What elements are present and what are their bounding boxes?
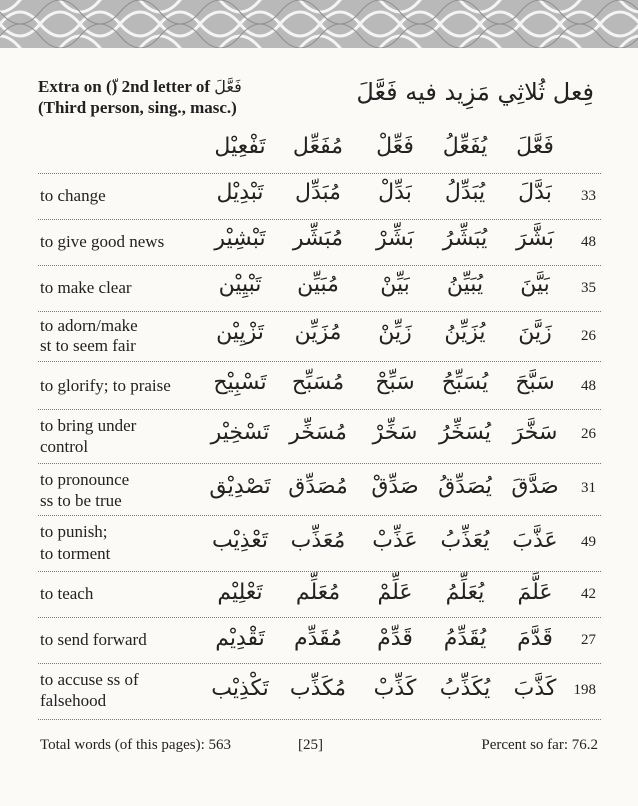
form-imperative: زَيِّنْ [378,320,412,345]
form-past: عَلَّمَ [517,580,553,605]
decorative-banner [0,0,638,48]
form-participle: مُسَخِّر [289,420,347,445]
form-verbal-noun: تَسْبِيْح [213,370,267,395]
meaning: to change [40,186,106,205]
form-verbal-noun: تَبْيِيْن [218,272,262,297]
form-present: يُكَذِّبُ [439,676,491,701]
form-participle: مُعَذِّب [290,528,346,553]
column-header-present: يُفَعِّلُ [442,134,488,159]
table-row [0,220,638,266]
form-participle: مُزَيِّن [294,320,342,345]
form-participle: مُبَشِّر [292,226,344,251]
percent-so-far: Percent so far: 76.2 [481,737,598,753]
form-verbal-noun: تَعْلِيْم [217,580,263,605]
form-past: قَدَّمَ [517,626,553,651]
form-present: يُعَذِّبُ [440,528,490,553]
total-words: Total words (of this pages): 563 [40,737,232,753]
form-past: سَبَّحَ [515,370,555,395]
header-arabic-title: فِعل ثُلاثِي مَزِيد فيه فَعَّلَ [356,78,594,106]
table-row [0,572,638,618]
form-past: زَيَّنَ [518,320,552,345]
arabesque-pattern-icon [0,0,638,48]
form-verbal-noun: تَبْدِيْل [216,180,264,205]
form-imperative: قَدِّمْ [377,626,413,651]
occurrence-count: 48 [581,378,596,394]
form-past: عَذَّبَ [512,528,558,553]
form-verbal-noun: تَقْدِيْم [215,626,265,651]
meaning-line2: falsehood [40,691,107,710]
form-present: يُسَبِّحُ [441,370,489,395]
form-present: يُزَيِّنُ [444,320,486,345]
meaning: to bring under [40,416,137,435]
form-present: يُبَيِّنُ [446,272,484,297]
form-imperative: سَبِّحْ [375,370,415,395]
page-number: [25] [298,737,323,753]
occurrence-count: 26 [581,426,596,442]
occurrence-count: 26 [581,328,596,344]
form-imperative: بَدِّلْ [378,180,412,205]
form-verbal-noun: تَعْذِيْب [211,528,268,553]
occurrence-count: 35 [581,280,596,296]
meaning: to adorn/make [40,316,138,335]
meaning: to pronounce [40,470,130,489]
form-participle: مُبَدِّل [295,180,341,205]
form-participle: مُقَدِّم [293,626,343,651]
page-header [38,76,598,122]
column-headers [0,128,638,172]
form-imperative: عَذِّبْ [372,528,418,553]
form-past: بَدَّلَ [518,180,552,205]
meaning-line2: control [40,437,89,456]
column-header-participle: مُفَعِّل [292,134,344,159]
occurrence-count: 48 [581,234,596,250]
meaning: to accuse ss of [40,670,139,689]
form-present: يُعَلِّمُ [445,580,485,605]
form-imperative: بَشِّرْ [376,226,414,251]
form-past: صَدَّقَ [511,474,559,499]
form-imperative: عَلِّمْ [377,580,413,605]
form-verbal-noun: تَكْذِيْب [211,676,269,701]
row-divider [38,719,601,720]
form-participle: مُسَبِّح [291,370,345,395]
meaning-line2: st to seem fair [40,336,136,355]
form-present: يُسَخِّرُ [438,420,492,445]
column-header-past: فَعَّلَ [516,134,554,159]
meaning: to teach [40,584,94,603]
meaning-line2: ss to be true [40,491,122,510]
column-header-imperative: فَعِّلْ [376,134,414,159]
meaning: to make clear [40,278,132,297]
form-imperative: كَذِّبْ [373,676,417,701]
occurrence-count: 33 [581,188,596,204]
occurrence-count: 198 [573,682,596,698]
column-header-verbal-noun: تَفْعِيْل [214,134,266,159]
table-row [0,516,638,570]
form-imperative: بَيِّنْ [380,272,410,297]
header-english-line1: Extra on () 2nd letter of فَعَّلَ [38,77,242,96]
table-row [0,174,638,220]
form-verbal-noun: تَسْخِيْر [210,420,270,445]
form-past: كَذَّبَ [513,676,557,701]
table-row [0,266,638,312]
form-verbal-noun: تَبْشِيْر [214,226,266,251]
form-imperative: سَخِّرْ [372,420,418,445]
meaning: to punish; [40,522,108,541]
form-imperative: صَدِّقْ [371,474,419,499]
occurrence-count: 42 [581,586,596,602]
form-present: يُصَدِّقُ [438,474,492,499]
header-english-line2: (Third person, sing., masc.) [38,98,237,117]
occurrence-count: 31 [581,480,596,496]
form-verbal-noun: تَزْيِيْن [216,320,264,345]
form-present: يُقَدِّمُ [443,626,487,651]
form-past: سَخَّرَ [512,420,558,445]
meaning-line2: to torment [40,544,111,563]
form-participle: مُكَذِّب [289,676,347,701]
table-row [0,362,638,408]
meaning: to give good news [40,232,165,251]
table-row [0,618,638,664]
form-past: بَشَّرَ [516,226,554,251]
table-row [0,464,638,514]
occurrence-count: 49 [581,534,596,550]
page-footer [40,737,598,757]
table-row [0,664,638,718]
occurrence-count: 27 [581,632,596,648]
meaning: to glorify; to praise [40,376,171,395]
header-english [38,76,242,118]
form-present: يُبَدِّلُ [444,180,486,205]
form-past: بَيَّنَ [520,272,550,297]
table-row [0,410,638,462]
form-participle: مُصَدِّق [288,474,348,499]
table-row [0,312,638,360]
meaning: to send forward [40,630,147,649]
form-present: يُبَشِّرُ [442,226,488,251]
form-participle: مُبَيِّن [297,272,339,297]
form-verbal-noun: تَصْدِيْق [209,474,271,499]
form-participle: مُعَلِّم [295,580,341,605]
